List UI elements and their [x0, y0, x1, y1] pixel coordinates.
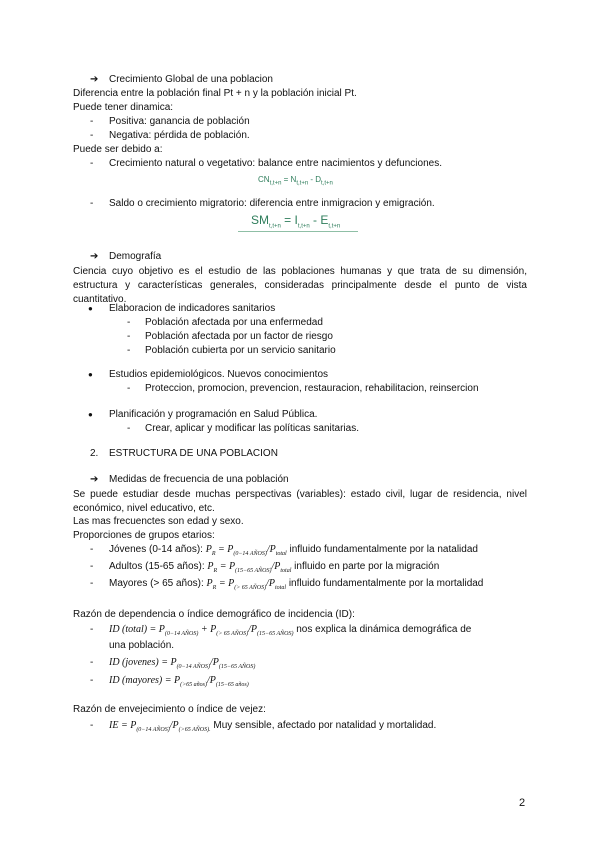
list-item: Estudios epidemiológicos. Nuevos conocimientos [109, 369, 329, 380]
dash-icon: - [90, 130, 94, 141]
dash-icon: - [90, 624, 94, 635]
dash-icon: - [90, 561, 94, 572]
dash-icon: - [127, 331, 131, 342]
list-item: Población afectada por un factor de riesgo [145, 331, 333, 342]
dependencia-title: Razón de dependencia o índice demográfico de incidencia (ID): [73, 609, 355, 620]
list-item: Saldo o crecimiento migratorio: diferencia entre inmigracion y emigración. [109, 198, 435, 209]
dependencia-desc-continued: una población. [109, 640, 175, 651]
dash-icon: - [90, 158, 94, 169]
arrow-icon: ➔ [90, 251, 99, 262]
sub-heading-medidas: Medidas de frecuencia de una población [109, 474, 289, 485]
envejecimiento-title: Razón de envejecimiento o índice de vejez: [73, 704, 266, 715]
section-heading-demografia: Demografía [109, 251, 162, 262]
proportion-row-adultos: Adultos (15-65 años): $P_R = P_{(15-65 AÑOS)}/P_{total}$ influido en parte por la migración [109, 561, 440, 574]
proportions-title: Proporciones de grupos etarios: [73, 530, 215, 541]
dynamic-intro: Puede tener dinamica: [73, 102, 174, 113]
equation-cn: $CN_{t,t+n} = N_{t,t+n} - D_{t,t+n}$ [258, 175, 333, 187]
list-item: Planificación y programación en Salud Pública. [109, 409, 318, 420]
arrow-icon: ➔ [90, 74, 99, 85]
list-item: Población afectada por una enfermedad [145, 317, 323, 328]
dash-icon: - [90, 116, 94, 127]
id-total-row: ID (total) = $P_{(0-14 AÑOS)} + P_{(> 65 AÑOS)}/P_{(15-65 AÑOS)}$ nos explica la dinámica demográfica de [109, 624, 472, 637]
dash-icon: - [127, 423, 131, 434]
dash-icon: - [90, 578, 94, 589]
id-jovenes-formula: ID (jovenes) = $P_{(0-14 AÑOS)}/P_{(15-65 AÑOS)}$ [109, 657, 256, 670]
equation-sm: $SM_{t,t+n} = I_{t,t+n} - E_{t,t+n}$ [251, 213, 341, 230]
list-item: Crear, aplicar y modificar las políticas sanitarias. [145, 423, 359, 434]
dash-icon: - [90, 544, 94, 555]
section-heading-crecimiento: Crecimiento Global de una poblacion [109, 74, 273, 85]
cause-intro: Puede ser debido a: [73, 144, 163, 155]
dash-icon: - [127, 383, 131, 394]
list-item: Crecimiento natural o vegetativo: balance entre nacimientos y defunciones. [109, 158, 442, 169]
dash-icon: - [127, 345, 131, 356]
dash-icon: - [127, 317, 131, 328]
bullet-icon: ● [88, 304, 93, 313]
demografia-paragraph: Ciencia cuyo objetivo es el estudio de las poblaciones humanas y que trata de su dimensión, estructura y características generales, consideradas principalmente desde el punto de vista cuantitativo. [73, 266, 527, 305]
section-number: 2. [90, 448, 99, 459]
proportion-row-jovenes: Jóvenes (0-14 años): $P_R = P_{(0-14 AÑOS)}/P_{total}$ influido fundamentalmente por la natalidad [109, 544, 478, 557]
definition-text: Diferencia entre la población final Pt + n y la población inicial Pt. [73, 88, 357, 99]
dash-icon: - [90, 675, 94, 686]
list-item: Elaboracion de indicadores sanitarios [109, 303, 276, 314]
list-item: Proteccion, promocion, prevencion, restauracion, rehabilitacion, reinsercion [145, 383, 479, 394]
proportion-row-mayores: Mayores (> 65 años): $P_R = P_{(> 65 AÑOS)}/P_{total}$ influido fundamentalmente por la mortalidad [109, 578, 484, 591]
dash-icon: - [90, 657, 94, 668]
list-item: Negativa: pérdida de población. [109, 130, 250, 141]
list-item: Positiva: ganancia de población [109, 116, 250, 127]
section-heading-estructura: ESTRUCTURA DE UNA POBLACION [109, 448, 278, 459]
arrow-icon: ➔ [90, 474, 99, 485]
bullet-icon: ● [88, 410, 93, 419]
estructura-paragraph: Se puede estudiar desde muchas perspectivas (variables): estado civil, lugar de residencia, nivel económico, nivel educativo, etc. [73, 489, 527, 514]
ie-row: IE = $P_{(0-14 AÑOS)}/P_{(>65 AÑOS).}$ Muy sensible, afectado por natalidad y mortalidad. [109, 720, 437, 733]
id-mayores-formula: ID (mayores) = $P_{(>65 años)}/P_{(15-65 años)}$ [109, 675, 249, 688]
dash-icon: - [90, 198, 94, 209]
frequent-text: Las mas frecuenctes son edad y sexo. [73, 516, 244, 527]
bullet-icon: ● [88, 370, 93, 379]
equation-underline [238, 231, 358, 232]
dash-icon: - [90, 720, 94, 731]
page-number: 2 [519, 797, 526, 809]
list-item: Población cubierta por un servicio sanitario [145, 345, 336, 356]
